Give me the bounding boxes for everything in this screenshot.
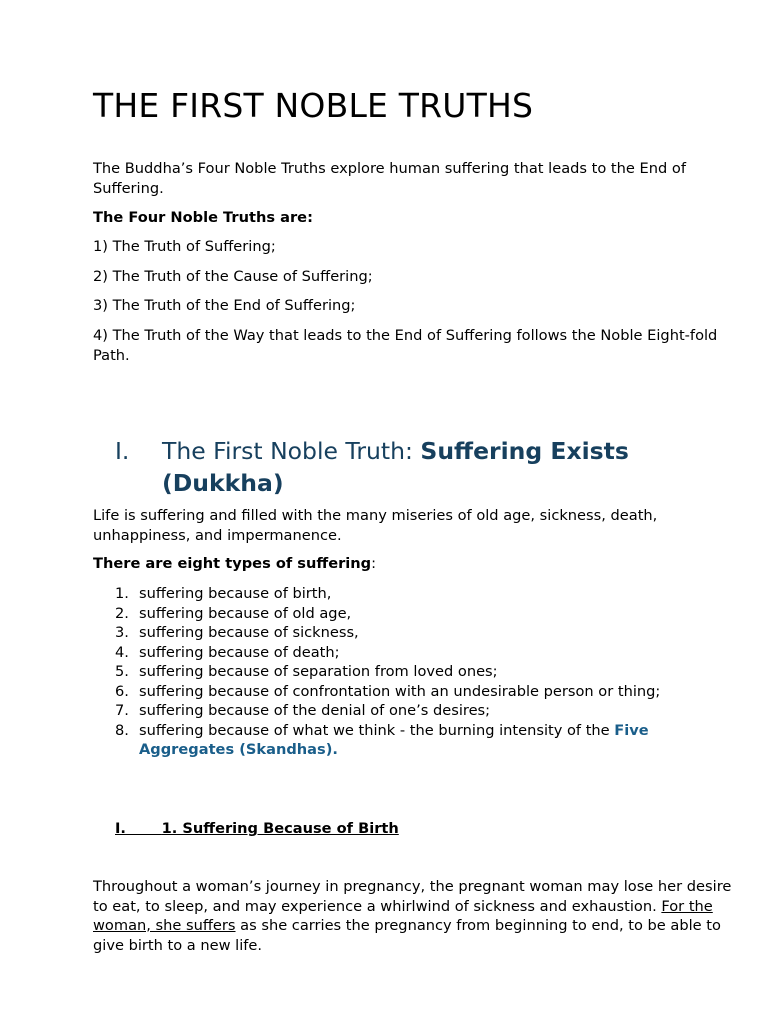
- section-title: [162, 436, 715, 499]
- list-item-text: suffering because of separation from loved ones;: [139, 663, 498, 680]
- list-number: 8.: [115, 721, 129, 739]
- list-number: 1.: [115, 585, 129, 602]
- list-number: 4.: [115, 643, 129, 661]
- list-number: 3.: [115, 624, 129, 641]
- truth-item-2: 2) The Truth of the Cause of Suffering;: [93, 268, 373, 285]
- five-aggregates-link[interactable]: Five Aggregates (Skandhas).: [139, 721, 649, 758]
- section-title-plain: The First Noble Truth:: [162, 437, 421, 465]
- truths-heading: The Four Noble Truths are:: [93, 209, 313, 226]
- list-item: [93, 623, 733, 643]
- section-number: I.: [115, 437, 130, 465]
- page-title: THE FIRST NOBLE TRUTHS: [93, 86, 534, 125]
- list-item: [93, 643, 733, 663]
- birth-paragraph-part2: as she carries the pregnancy from beginning to end, to be able to give birth to a new life.: [93, 917, 721, 954]
- list-item-text: suffering because of what we think - the burning intensity of the: [139, 721, 615, 739]
- truth-item-4: 4) The Truth of the Way that leads to the End of Suffering follows the Noble Eight-fold Path.: [93, 327, 718, 364]
- birth-paragraph-part1: Throughout a woman’s journey in pregnancy, the pregnant woman may lose her desire to eat, to sleep, and may experience a whirlwind of sickness and exhaustion.: [93, 878, 732, 915]
- types-heading-text: There are eight types of suffering: [93, 555, 372, 572]
- birth-paragraph: [93, 877, 733, 955]
- list-item: [93, 701, 733, 721]
- list-number: 5.: [115, 663, 129, 680]
- truth-item-1: 1) The Truth of Suffering;: [93, 238, 276, 255]
- list-number: 7.: [115, 702, 129, 719]
- list-item: [93, 682, 733, 702]
- list-item-text: suffering because of sickness,: [139, 624, 359, 641]
- list-item: [93, 721, 733, 760]
- birth-paragraph-underlined: For the woman, she suffers: [93, 897, 713, 934]
- subsection-number: I.: [115, 820, 126, 837]
- truth-item-3: 3) The Truth of the End of Suffering;: [93, 297, 356, 314]
- section-intro-paragraph: Life is suffering and filled with the many miseries of old age, sickness, death, unhappiness, and impermanence.: [93, 507, 658, 544]
- list-item: [93, 604, 733, 624]
- list-number: 6.: [115, 682, 129, 700]
- list-item-text: suffering because of death;: [139, 643, 340, 661]
- list-item-text: suffering because of the denial of one’s desires;: [139, 702, 491, 719]
- suffering-types-list: [93, 584, 733, 760]
- list-item: [93, 584, 733, 604]
- subsection-heading: [115, 819, 399, 839]
- types-heading: [93, 554, 733, 574]
- section-title-bold: Suffering Exists (Dukkha): [162, 437, 629, 497]
- list-number: 2.: [115, 604, 129, 622]
- section-heading: [115, 436, 715, 499]
- list-item-text: suffering because of birth,: [139, 585, 332, 602]
- list-item-text: suffering because of old age,: [139, 604, 352, 622]
- types-heading-colon: :: [371, 555, 377, 572]
- subsection-title: 1. Suffering Because of Birth: [161, 820, 399, 837]
- list-item: [93, 662, 733, 682]
- intro-paragraph: The Buddha’s Four Noble Truths explore human suffering that leads to the End of Suffering.: [93, 160, 686, 197]
- list-item-text: suffering because of confrontation with an undesirable person or thing;: [139, 682, 661, 700]
